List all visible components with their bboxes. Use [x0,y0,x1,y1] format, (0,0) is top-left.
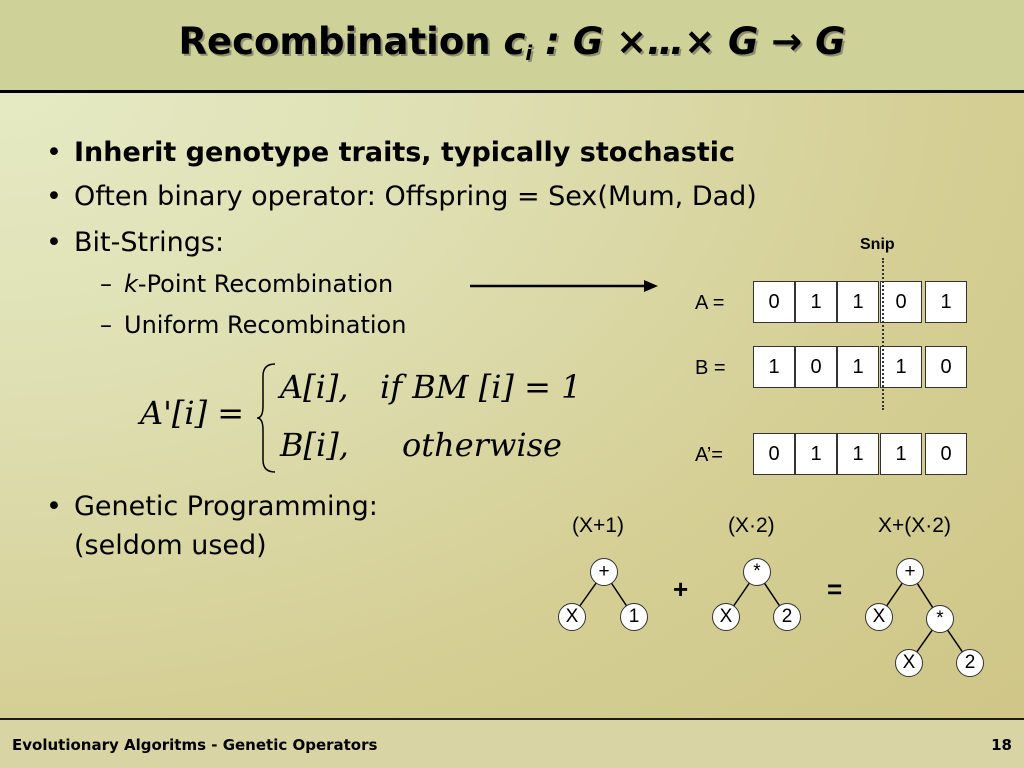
snip-label: Snip [860,236,895,253]
bit-cell: 1 [795,433,837,475]
bit-cell: 1 [795,281,837,323]
bit-cell: 0 [753,281,795,323]
formula-case1-value: A[i], [280,368,349,406]
plus-operator: + [673,574,689,604]
formula-case2-cond: otherwise [402,426,562,464]
tree-node: X [712,603,740,631]
bit-cell: 1 [837,281,879,323]
title-signature: : G ×…× G → G [532,20,846,63]
bit-cell: 0 [880,281,922,323]
bit-cell: 0 [753,433,795,475]
bullet-text: Bit-Strings: [74,227,225,258]
bit-cell: 1 [837,346,879,388]
sub-dash: – [100,311,112,339]
tree-label-3: X+(X·2) [878,514,951,537]
formula-lhs: A'[i] = [140,394,245,432]
bit-cell: 0 [795,346,837,388]
sub-text: -Point Recombination [137,270,394,298]
tree-node: X [895,649,923,677]
bit-cell: 1 [925,281,967,323]
tree-node: 1 [620,603,648,631]
sub-text: Uniform Recombination [124,311,407,339]
tree-label-2: (X·2) [728,514,775,537]
formula-case2-value: B[i], [280,426,349,464]
row-label-a: A = [695,292,725,314]
tree-node: X [558,603,586,631]
tree-node: + [590,558,618,586]
bit-cell: 1 [837,433,879,475]
bullet-text: (seldom used) [74,530,267,561]
tree-node: 2 [956,649,984,677]
equals-operator: = [827,574,843,604]
bit-cell: 0 [925,346,967,388]
title-symbol: c [503,20,526,63]
footer [0,718,1024,768]
page-number: 18 [991,736,1012,754]
title-text: Recombination [178,20,504,63]
bullet-dot: • [46,137,62,168]
bullet-dot: • [46,491,62,522]
bit-cell: 1 [880,346,922,388]
sub-dash: – [100,270,112,298]
bit-cell: 1 [880,433,922,475]
row-label-a-prime: A’= [695,444,723,466]
bullet-text: Often binary operator: Offspring = Sex(Mum, Dad) [74,181,757,212]
sub-italic: k [124,270,138,298]
bullet-text: Inherit genotype traits, typically stochastic [74,137,735,168]
tree-node: * [926,605,954,633]
bullet-text: Genetic Programming: [74,491,378,522]
tree-node: X [865,603,893,631]
bit-cell: 0 [925,433,967,475]
formula-case1-cond: if BM [i] = 1 [380,368,582,406]
bullet-dot: • [46,181,62,212]
footer-title: Evolutionary Algoritms - Genetic Operators [12,736,378,754]
bit-cell: 1 [753,346,795,388]
tree-node: + [896,558,924,586]
snip-line [882,258,884,410]
tree-node: 2 [773,603,801,631]
row-label-b: B = [695,357,726,379]
bullet-dot: • [46,227,62,258]
tree-label-1: (X+1) [572,514,624,537]
title-subscript: i [525,41,533,65]
tree-node: * [743,558,771,586]
arrow-head-icon [644,280,658,292]
